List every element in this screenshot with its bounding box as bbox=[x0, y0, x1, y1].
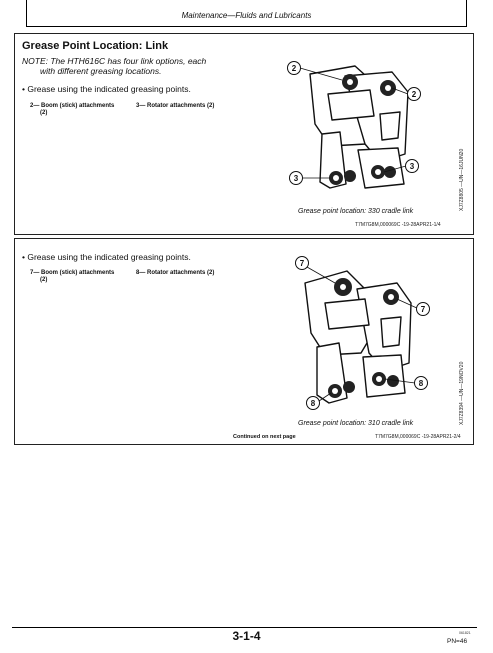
note-line-2: with different greasing locations. bbox=[40, 66, 162, 76]
page-header-title: Maintenance—Fluids and Lubricants bbox=[181, 11, 312, 20]
page-number: 3-1-4 bbox=[232, 629, 261, 643]
header-left-rule bbox=[26, 0, 27, 27]
callout-label-3-right: 3 bbox=[409, 162, 415, 171]
callout-boom-count: (2) bbox=[40, 277, 48, 283]
link-illustration-310 bbox=[277, 253, 432, 413]
section-grease-330-link bbox=[14, 33, 474, 235]
link-illustration-330 bbox=[280, 54, 430, 204]
footer-code: 061821 bbox=[459, 631, 471, 635]
callout-label-2-right: 2 bbox=[411, 90, 417, 99]
figure-caption: Grease point location: 330 cradle link bbox=[298, 208, 414, 215]
document-reference: T7M7G8M,000069C -19-28APR21-2/4 bbox=[375, 434, 461, 440]
figure-side-reference: XJ7Z8394 —UN—19NOV20 bbox=[459, 361, 465, 425]
section-title: Grease Point Location: Link bbox=[22, 40, 169, 52]
grease-instruction: • Grease using the indicated greasing points. bbox=[22, 252, 191, 262]
footer-rule bbox=[12, 627, 477, 628]
callout-label-7-top: 7 bbox=[299, 259, 305, 268]
callout-rotator-attachments: 3— Rotator attachments (2) bbox=[136, 103, 215, 109]
header-right-rule bbox=[466, 0, 467, 27]
callout-label-3-left: 3 bbox=[293, 174, 299, 183]
figure-side-reference: XJ7Z8805 —UN—16JUN20 bbox=[459, 148, 465, 211]
grease-instruction: • Grease using the indicated greasing points. bbox=[22, 84, 191, 94]
figure-caption: Grease point location: 310 cradle link bbox=[298, 420, 414, 427]
header-bottom-rule bbox=[26, 26, 467, 27]
callout-label-8-right: 8 bbox=[418, 379, 424, 388]
callout-label-7-right: 7 bbox=[420, 305, 426, 314]
footer-pn: PN=46 bbox=[447, 638, 468, 645]
callout-boom-count: (2) bbox=[40, 110, 48, 116]
document-reference: T7M7G8M,000069C -19-28APR21-1/4 bbox=[355, 222, 441, 228]
note-line-1: NOTE: The HTH616C has four link options, each bbox=[22, 56, 207, 66]
section-grease-310-link bbox=[14, 238, 474, 445]
callout-label-2-top: 2 bbox=[291, 64, 297, 73]
callout-boom-attachments: 7— Boom (stick) attachments bbox=[30, 270, 115, 276]
continued-notice: Continued on next page bbox=[233, 434, 296, 440]
callout-boom-attachments: 2— Boom (stick) attachments bbox=[30, 103, 115, 109]
callout-label-8-left: 8 bbox=[310, 399, 316, 408]
callout-rotator-attachments: 8— Rotator attachments (2) bbox=[136, 270, 215, 276]
